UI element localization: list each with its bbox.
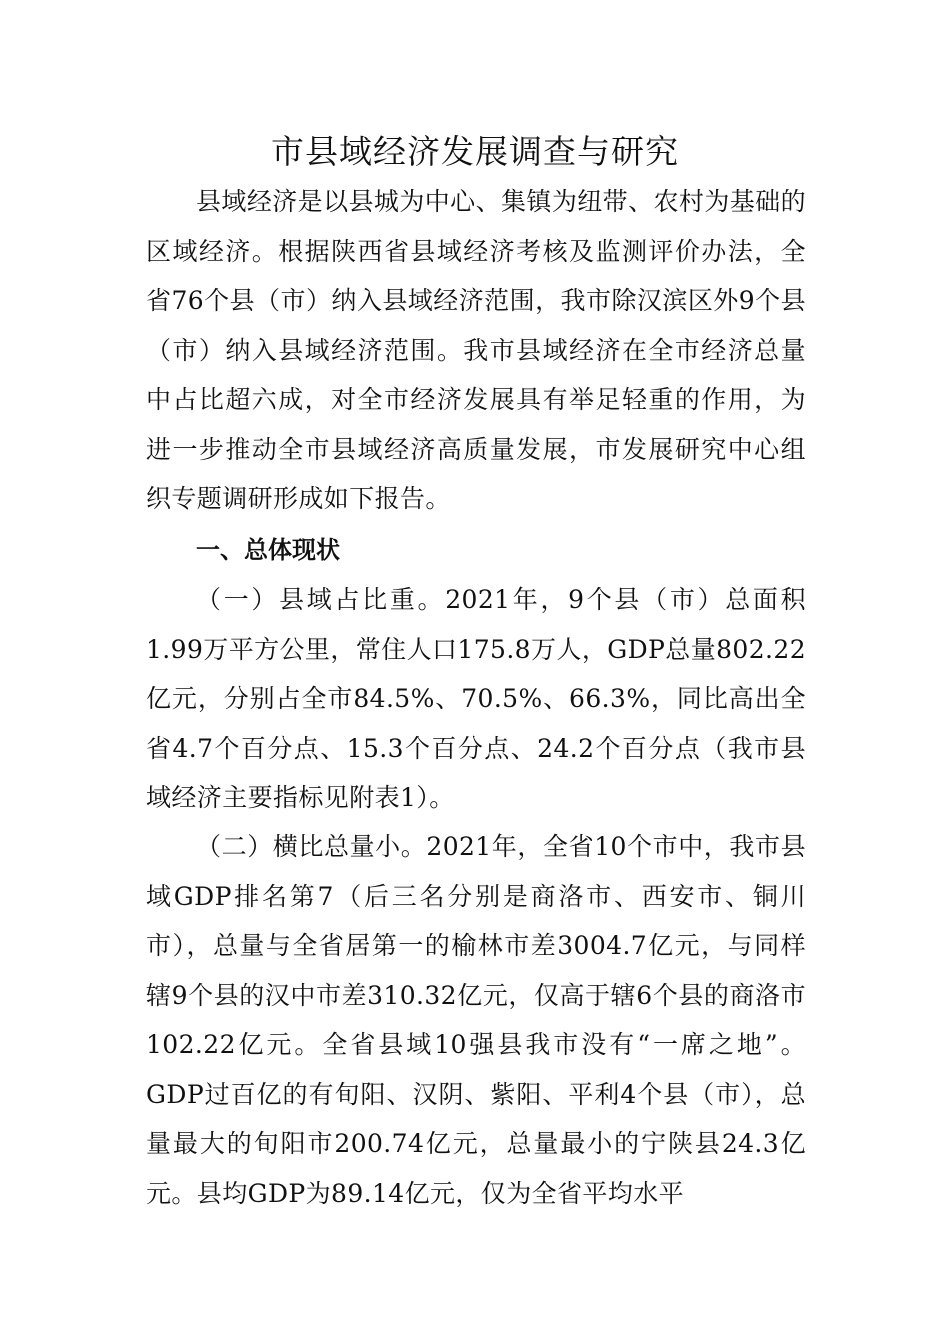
paragraph-total-comparison: （二）横比总量小。2021年，全省10个市中，我市县域GDP排名第7（后三名分别是商洛市、西安市、铜川市），总量与全省居第一的榆林市差3004.7亿元，与同样辖9个县的汉中市差310.32亿元，仅高于辖6个县的商洛市102.22亿元。全省县域10强县我市没有“一席之地”。GDP过百亿的有旬阳、汉阴、紫阳、平利4个县（市），总量最大的旬阳市200.74亿元，总量最小的宁陕县24.3亿元。县均GDP为89.14亿元，仅为全省平均水平 bbox=[146, 832, 806, 1208]
section-heading: 一、总体现状 bbox=[196, 536, 340, 564]
intro-paragraph: 县域经济是以县城为中心、集镇为纽带、农村为基础的区域经济。根据陕西省县域经济考核及监测评价办法，全省76个县（市）纳入县域经济范围，我市除汉滨区外9个县（市）纳入县域经济范围。我市县域经济在全市经济总量中占比超六成，对全市经济发展具有举足轻重的作用，为进一步推动全市县域经济高质量发展，市发展研究中心组织专题调研形成如下报告。 bbox=[146, 187, 806, 513]
document-title: 市县域经济发展调查与研究 bbox=[271, 132, 679, 171]
paragraph-county-share: （一）县域占比重。2021年，9个县（市）总面积1.99万平方公里，常住人口175.8万人，GDP总量802.22亿元，分别占全市84.5%、70.5%、66.3%，同比高出全省4.7个百分点、15.3个百分点、24.2个百分点（我市县域经济主要指标见附表1）。 bbox=[146, 585, 806, 812]
